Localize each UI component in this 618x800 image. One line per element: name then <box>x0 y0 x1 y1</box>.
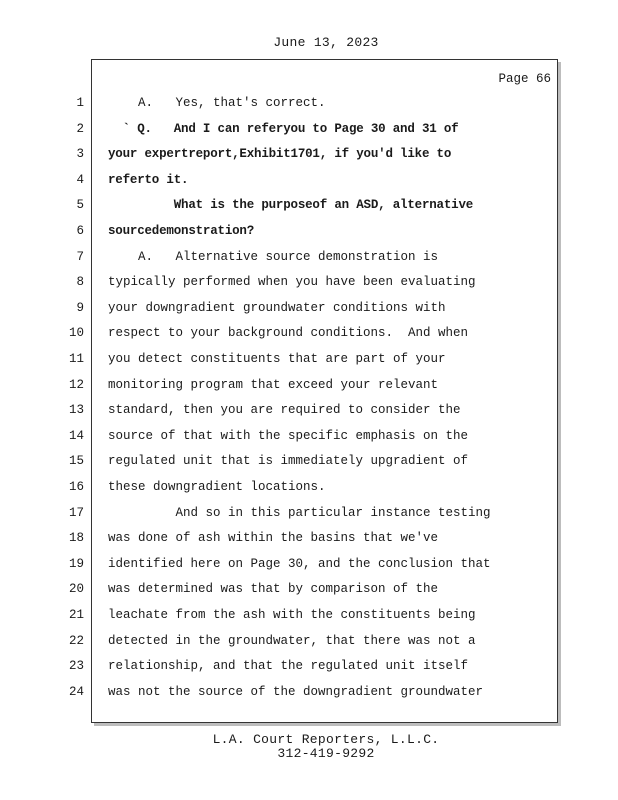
transcript-date: June 13, 2023 <box>273 35 379 50</box>
transcript-line: your downgradient groundwater conditions with <box>108 300 446 315</box>
transcript-line: was determined was that by comparison of the <box>108 582 439 597</box>
transcript-line: typically performed when you have been evaluating <box>108 275 476 290</box>
transcript-line: And so in this particular instance testing <box>108 505 491 520</box>
line-number: 10 <box>68 326 84 341</box>
line-number: 16 <box>68 480 84 494</box>
line-number: 15 <box>68 454 84 469</box>
transcript-line: these downgradient locations. <box>108 480 326 494</box>
transcript-line: What is the purposeof an ASD, alternative <box>108 198 474 213</box>
transcript-line: A. Yes, that's correct. <box>108 96 326 110</box>
line-number: 4 <box>76 172 84 187</box>
transcript-line: monitoring program that exceed your relevant <box>108 377 439 392</box>
transcript-line: relationship, and that the regulated unit itself <box>108 659 469 674</box>
line-number: 5 <box>76 198 84 213</box>
line-number: 18 <box>68 531 84 546</box>
line-number: 9 <box>76 300 84 315</box>
transcript-line: source of that with the specific emphasis on the <box>108 428 469 443</box>
line-number: 17 <box>68 505 84 520</box>
transcript-line: sourcedemonstration? <box>108 224 255 238</box>
line-number: 20 <box>68 582 84 597</box>
line-number: 1 <box>76 96 84 110</box>
reporter-footer <box>0 733 618 761</box>
line-number: 13 <box>68 403 84 418</box>
transcript-line: your expertreport,Exhibit1701, if you'd like to <box>108 147 452 162</box>
line-number: 23 <box>68 659 84 674</box>
transcript-line: respect to your background conditions. And when <box>108 326 469 341</box>
line-number: 7 <box>76 249 84 264</box>
line-number: 14 <box>68 428 84 443</box>
page-number: Page 66 <box>498 72 551 86</box>
line-number: 21 <box>68 608 84 622</box>
transcript-line: referto it. <box>108 172 189 187</box>
transcript-line: was not the source of the downgradient groundwater <box>108 684 484 699</box>
line-number: 22 <box>68 633 84 648</box>
transcript-line: you detect constituents that are part of your <box>108 352 446 366</box>
transcript-line: leachate from the ash with the constituents being <box>108 608 476 622</box>
transcript-line: detected in the groundwater, that there was not a <box>108 633 476 648</box>
transcript-line: ` Q. And I can referyou to Page 30 and 31 of <box>108 121 459 136</box>
line-number: 11 <box>68 352 84 366</box>
line-number: 24 <box>68 684 84 699</box>
transcript-line: standard, then you are required to consider the <box>108 403 461 418</box>
reporter-phone: 312-419-9292 <box>277 746 375 761</box>
line-number: 2 <box>76 121 84 136</box>
line-number: 8 <box>76 275 84 290</box>
line-number: 3 <box>76 147 84 162</box>
transcript-line: regulated unit that is immediately upgradient of <box>108 454 469 469</box>
line-number: 19 <box>68 556 84 571</box>
reporter-company: L.A. Court Reporters, L.L.C. <box>212 732 440 747</box>
transcript-line: identified here on Page 30, and the conclusion that <box>108 556 491 571</box>
line-number: 12 <box>68 377 84 392</box>
line-number: 6 <box>76 224 84 238</box>
transcript-line: A. Alternative source demonstration is <box>108 249 439 264</box>
transcript-line: was done of ash within the basins that we've <box>108 531 439 546</box>
